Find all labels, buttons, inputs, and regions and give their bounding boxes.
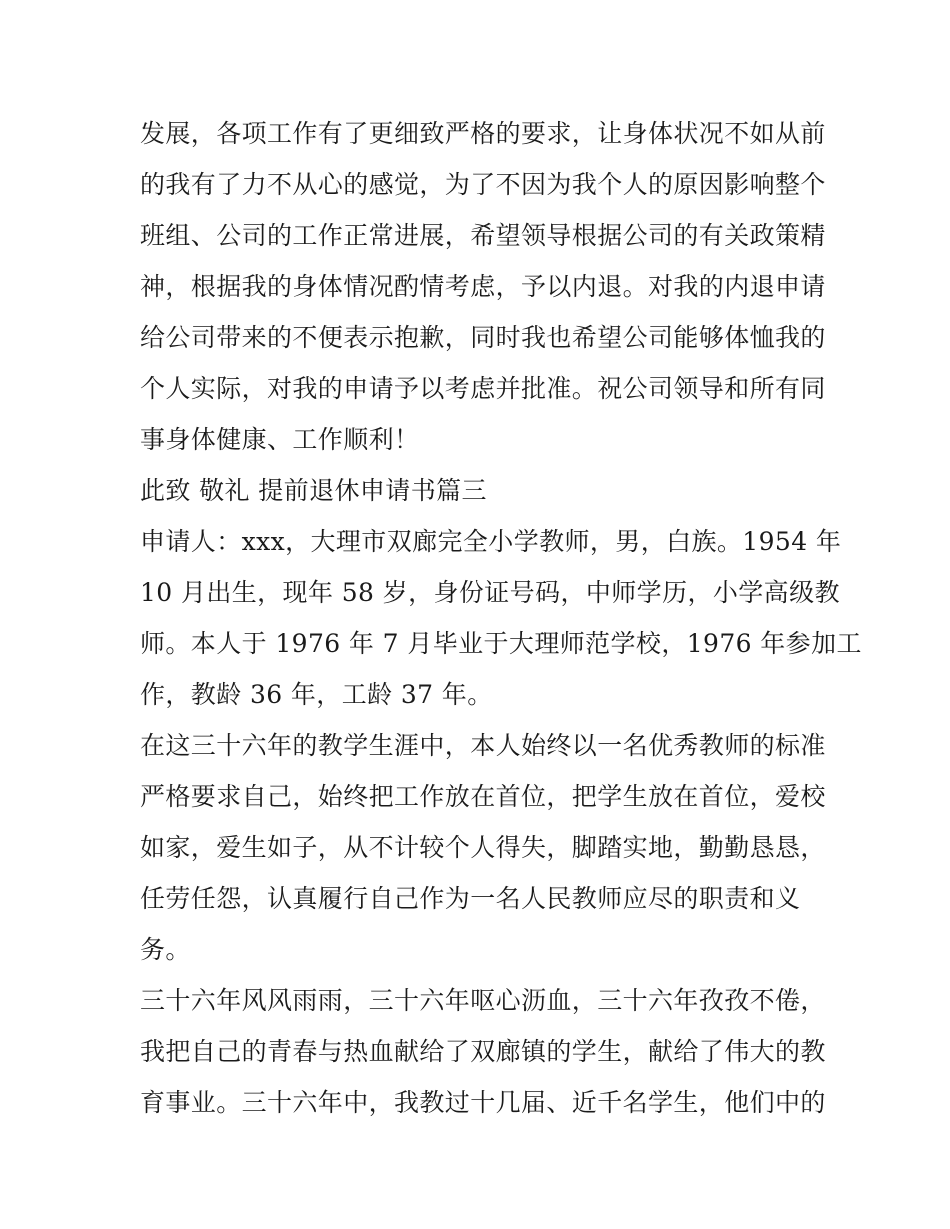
text-line: 师。本人于 1976 年 7 月毕业于大理师范学校，1976 年参加工 bbox=[140, 629, 862, 658]
text-line: 给公司带来的不便表示抱歉，同时我也希望公司能够体恤我的 bbox=[140, 323, 826, 352]
text-line: 神，根据我的身体情况酌情考虑，予以内退。对我的内退申请 bbox=[140, 272, 826, 301]
text-line: 严格要求自己，始终把工作放在首位，把学生放在首位，爱校 bbox=[140, 782, 826, 811]
text-line: 作，教龄 36 年，工龄 37 年。 bbox=[140, 680, 493, 709]
text-line: 事身体健康、工作顺利！ bbox=[140, 425, 420, 454]
text-line: 10 月出生，现年 58 岁，身份证号码，中师学历，小学高级教 bbox=[140, 578, 840, 607]
text-line: 务。 bbox=[140, 935, 191, 964]
text-line: 发展，各项工作有了更细致严格的要求，让身体状况不如从前 bbox=[140, 119, 826, 148]
document-body bbox=[140, 108, 862, 1128]
section-heading-line: 此致 敬礼 提前退休申请书篇三 bbox=[140, 476, 487, 505]
text-line: 的我有了力不从心的感觉，为了不因为我个人的原因影响整个 bbox=[140, 170, 826, 199]
text-line: 三十六年风风雨雨，三十六年呕心沥血，三十六年孜孜不倦， bbox=[140, 986, 826, 1015]
text-line: 个人实际，对我的申请予以考虑并批准。祝公司领导和所有同 bbox=[140, 374, 826, 403]
text-line: 如家，爱生如子，从不计较个人得失，脚踏实地，勤勤恳恳， bbox=[140, 833, 826, 862]
text-line: 申请人：xxx，大理市双廊完全小学教师，男，白族。1954 年 bbox=[140, 527, 842, 556]
text-line: 育事业。三十六年中，我教过十几届、近千名学生，他们中的 bbox=[140, 1088, 826, 1117]
text-line: 在这三十六年的教学生涯中，本人始终以一名优秀教师的标准 bbox=[140, 731, 826, 760]
text-line: 任劳任怨，认真履行自己作为一名人民教师应尽的职责和义 bbox=[140, 884, 801, 913]
text-line: 我把自己的青春与热血献给了双廊镇的学生，献给了伟大的教 bbox=[140, 1037, 826, 1066]
text-line: 班组、公司的工作正常进展，希望领导根据公司的有关政策精 bbox=[140, 221, 826, 250]
